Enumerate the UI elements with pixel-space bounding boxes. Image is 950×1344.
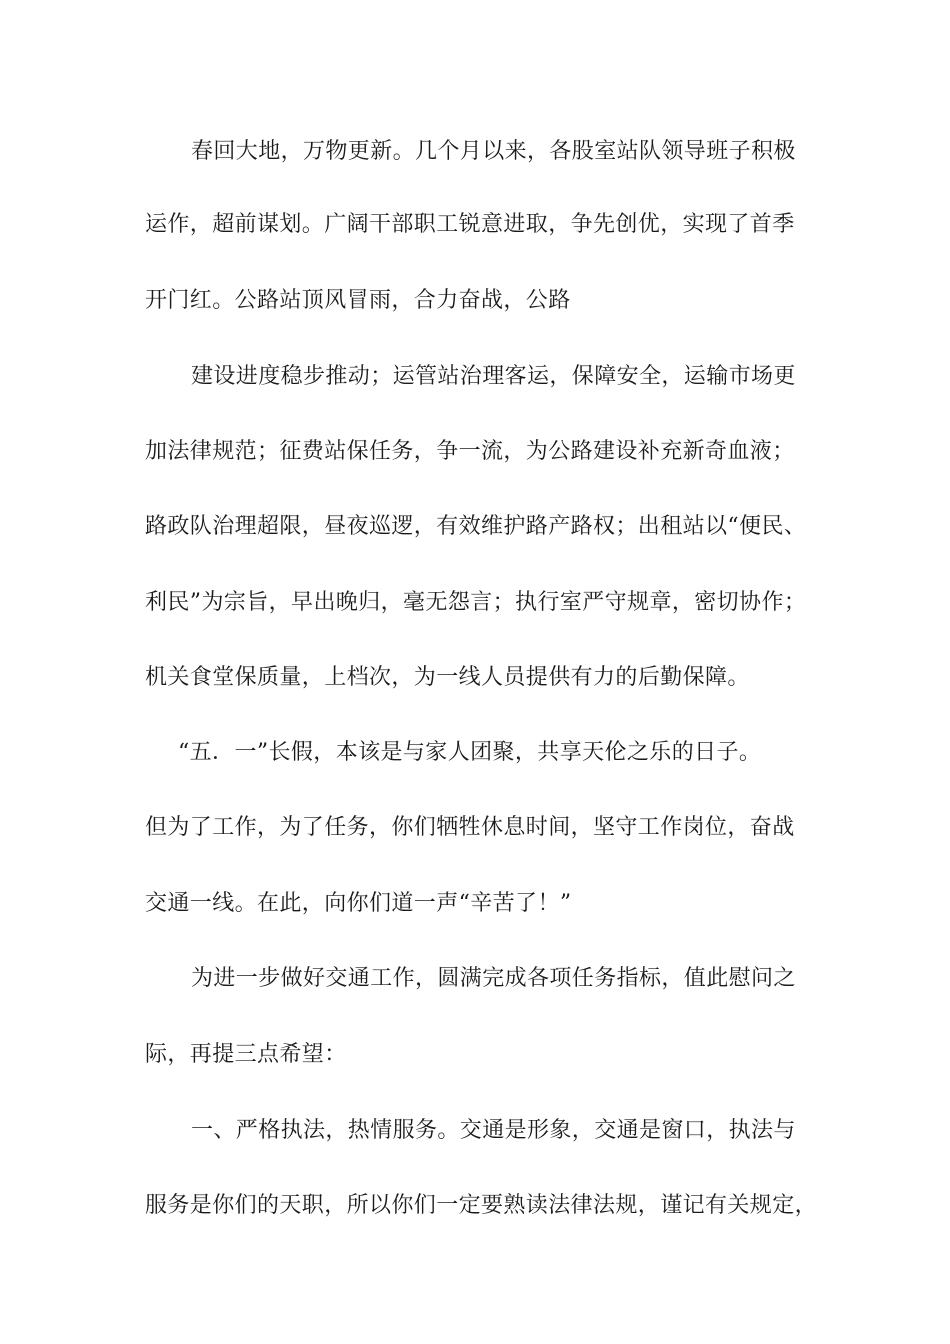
paragraph-1-line-2: 运作，超前谋划。广阔干部职工锐意进取，争先创优，实现了首季 [145,212,795,237]
paragraph-5-line-1: 一、严格执法，热情服务。交通是形象，交通是窗口，执法与 [191,1118,796,1143]
paragraph-1-line-3: 开门红。公路站顶风冒雨，合力奋战，公路 [145,288,571,313]
paragraph-2-line-4: 利民”为宗旨，早出晚归，毫无怨言；执行室严守规章，密切协作； [145,590,807,615]
paragraph-3-line-3: 交通一线。在此，向你们道一声“辛苦了！” [145,891,572,916]
paragraph-2-line-1: 建设进度稳步推动；运管站治理客运，保障安全，运输市场更 [191,364,796,389]
paragraph-2-line-3: 路政队治理超限，昼夜巡逻，有效维护路产路权；出租站以“便民、 [145,514,807,539]
paragraph-1-line-1: 春回大地，万物更新。几个月以来，各股室站队领导班子积极 [191,139,796,164]
paragraph-4-line-2: 际，再提三点希望： [145,1042,347,1067]
paragraph-2-line-2: 加法律规范；征费站保任务，争一流，为公路建设补充新奇血液； [145,439,795,464]
paragraph-2-line-5: 机关食堂保质量，上档次，为一线人员提供有力的后勤保障。 [145,665,750,690]
paragraph-4-line-1: 为进一步做好交通工作，圆满完成各项任务指标，值此慰问之 [191,966,796,991]
paragraph-5-line-2: 服务是你们的天职，所以你们一定要熟读法律法规，谨记有关规定， [145,1193,818,1218]
paragraph-3-line-2: 但为了工作，为了任务，你们牺牲休息时间，坚守工作岗位，奋战 [145,815,795,840]
paragraph-3-line-1: “五．一”长假，本该是与家人团聚，共享天伦之乐的日子。 [178,740,762,765]
